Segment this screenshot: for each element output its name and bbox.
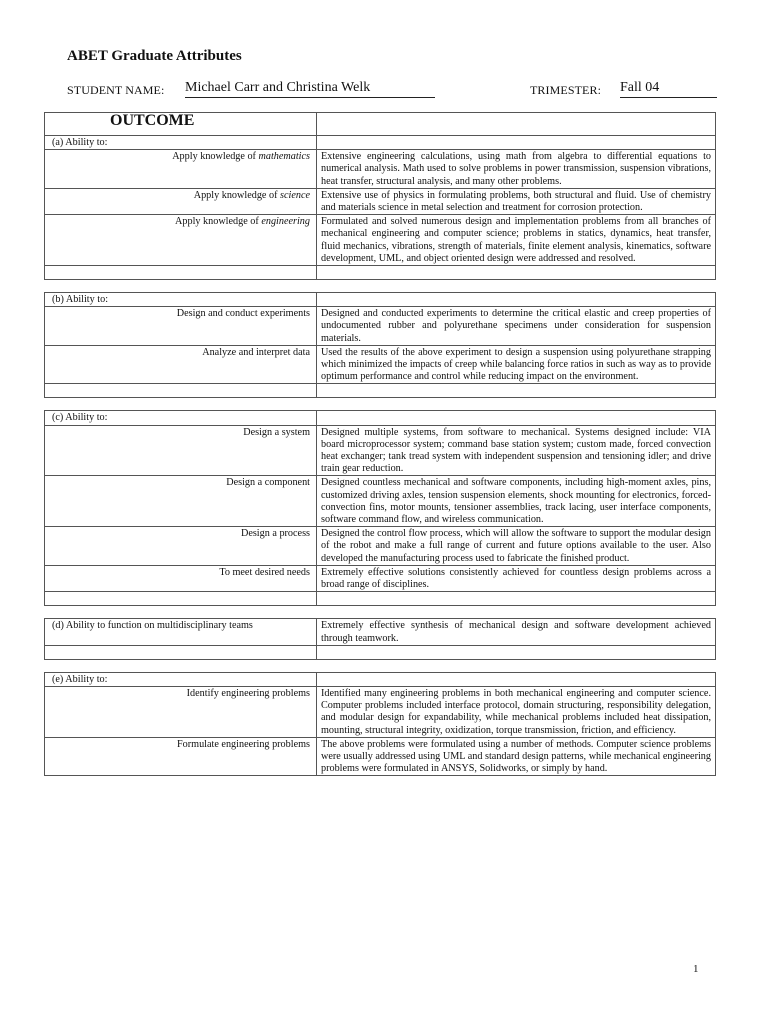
item-label-process: Design a process (45, 527, 317, 566)
label-emphasis: science (280, 189, 310, 201)
section-row-b (45, 293, 716, 307)
item-label-needs: To meet desired needs (45, 565, 317, 591)
section-label-b: (b) Ability to: (45, 293, 317, 307)
item-text-component: Designed countless mechanical and software components, including high-moment axles, pins, customized driving axles, tension suspension elements, shock mounting for electronics, forced-convection fins, motor mounts, tensioner assemblies, track lacing, user interface components, software command flow, and wireless communication. (317, 476, 716, 527)
section-row-e (45, 672, 716, 686)
table-row (45, 527, 716, 566)
table-row (45, 307, 716, 346)
label-emphasis: mathematics (258, 151, 310, 163)
table-row (45, 476, 716, 527)
outcome-header: OUTCOME (45, 113, 317, 136)
section-empty-cell (317, 136, 716, 150)
student-info-row (67, 80, 717, 100)
section-row-a (45, 136, 716, 150)
section-label-c: (c) Ability to: (45, 411, 317, 425)
spacer-row (45, 645, 716, 659)
section-label-e: (e) Ability to: (45, 672, 317, 686)
gap-row (45, 398, 716, 411)
label-emphasis: engineering (261, 216, 310, 228)
item-text-engineering: Formulated and solved numerous design and implementation problems from all branches of mechanical engineering and computer science; problems in statics, dynamics, heat transfer, fluid mechanics, vibrations, strength of materials, finite element analysis, kinematics, software development, UML, and object oriented design were addressed and resolved. (317, 215, 716, 266)
gap-row (45, 280, 716, 293)
item-label-identify: Identify engineering problems (45, 686, 317, 737)
item-text-needs: Extremely effective solutions consistently achieved for countless design problems across a broad range of disciplines. (317, 565, 716, 591)
item-text-identify: Identified many engineering problems in both mechanical engineering and computer science. Computer problems included interface protocol, domain structuring, responsibility delegation, and modular design for expandability, while mechanical problems included heat dissipation, mounting, structural integrity, oxidization, torque transmission, friction, and efficiency. (317, 686, 716, 737)
item-label-experiments: Design and conduct experiments (45, 307, 317, 346)
label-prefix: Apply knowledge of (175, 216, 262, 228)
section-empty-cell (317, 293, 716, 307)
label-prefix: Apply knowledge of (193, 189, 281, 201)
table-row (45, 150, 716, 189)
table-row (45, 737, 716, 776)
item-text-mathematics: Extensive engineering calculations, using math from algebra to differential equations to numerical analysis. Math used to solve problems in power transmission, suspension vibrations, heat transfer, structural analysis, and many other problems. (317, 150, 716, 189)
item-label-component: Design a component (45, 476, 317, 527)
section-empty-cell (317, 672, 716, 686)
item-text-process: Designed the control flow process, which will allow the software to support the modular design of the robot and make a full range of current and future options available to the user. Also developed the manufacturing process used to fabricate the finished product. (317, 527, 716, 566)
section-row-c (45, 411, 716, 425)
outcomes-table (44, 112, 716, 776)
student-name-value: Michael Carr and Christina Welk (185, 80, 435, 98)
item-label-formulate: Formulate engineering problems (45, 737, 317, 776)
gap-row (45, 659, 716, 672)
table-row (45, 565, 716, 591)
trimester-value: Fall 04 (620, 80, 717, 98)
spacer-row (45, 384, 716, 398)
item-text-teams: Extremely effective synthesis of mechanical design and software development achieved through teamwork. (317, 619, 716, 645)
item-text-system: Designed multiple systems, from software to mechanical. Systems designed include: VIA board microprocessor system; command base station system; custom made, forced convection heat exchanger; tank tread system with independent suspension and tensioning idler; and drive train gear reduction. (317, 425, 716, 476)
table-header-row (45, 113, 716, 136)
item-text-science: Extensive use of physics in formulating problems, both structural and fluid. Use of chemistry and materials science in metal selection and treatment for corrosion protection. (317, 188, 716, 214)
section-empty-cell (317, 411, 716, 425)
item-text-formulate: The above problems were formulated using a number of methods. Computer science problems were usually addressed using UML and standard design patterns, while mechanical engineering problems were formulated in ANSYS, Solidworks, or simply by hand. (317, 737, 716, 776)
page-title: ABET Graduate Attributes (67, 48, 242, 64)
spacer-row (45, 592, 716, 606)
item-label-engineering (45, 215, 317, 266)
item-label-data: Analyze and interpret data (45, 345, 317, 384)
trimester-label: TRIMESTER: (530, 83, 602, 97)
item-text-data: Used the results of the above experiment to design a suspension using polyurethane strapping which minimized the impacts of creep while balancing force ratios in such as way as to provide optimum performance and control while reducing impact on the environment. (317, 345, 716, 384)
section-row-d (45, 619, 716, 645)
item-label-science (45, 188, 317, 214)
item-label-mathematics (45, 150, 317, 189)
section-label-a: (a) Ability to: (45, 136, 317, 150)
gap-row (45, 606, 716, 619)
section-label-d: (d) Ability to function on multidisciplinary teams (45, 619, 317, 645)
table-row (45, 686, 716, 737)
header-empty-cell (317, 113, 716, 136)
table-row (45, 345, 716, 384)
student-name-label: STUDENT NAME: (67, 83, 165, 97)
table-row (45, 215, 716, 266)
item-label-system: Design a system (45, 425, 317, 476)
spacer-row (45, 266, 716, 280)
label-prefix: Apply knowledge of (172, 151, 259, 163)
table-row (45, 188, 716, 214)
table-row (45, 425, 716, 476)
item-text-experiments: Designed and conducted experiments to determine the critical elastic and creep properties of undocumented rubber and polyurethane specimens under consideration for suspension materials. (317, 307, 716, 346)
page-number: 1 (693, 963, 699, 975)
